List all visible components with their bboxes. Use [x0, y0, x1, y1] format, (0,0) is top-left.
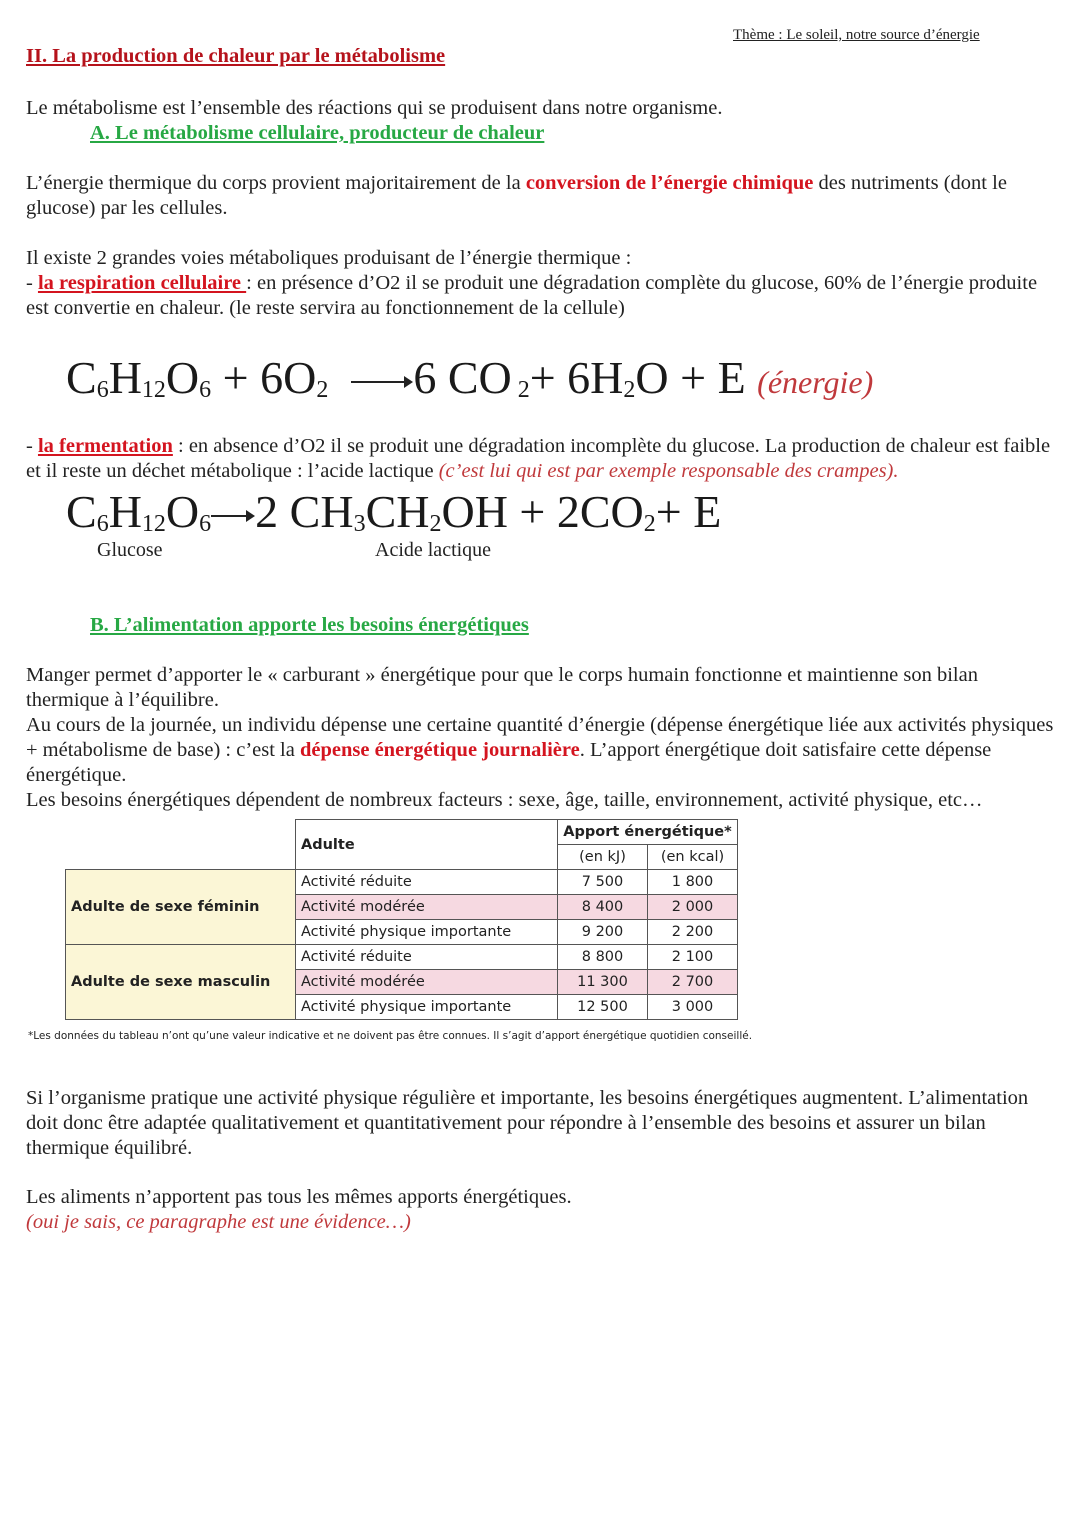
highlight-conversion: conversion de l’énergie chimique [525, 172, 814, 194]
column-header-kj: (en kJ) [558, 845, 648, 870]
daily-expenditure-paragraph: Au cours de la journée, un individu dépense une certaine quantité d’énergie (dépense énergétique liée aux activités physiques + métabolisme de base) : c’est la dépense énergétique journalière. L’apport énergétique doit satisfaire cette dépense énergétique. [26, 714, 1054, 786]
table-row: Activité physique importante 9 200 2 200 [66, 920, 738, 945]
respiration-term: la respiration cellulaire [37, 272, 247, 294]
activity-paragraph: Si l’organisme pratique une activité physique régulière et importante, les besoins énergétiques augmentent. L’alimentation doit donc être adaptée qualitativement et quantitativement pour répondre à l’ensemble des besoins et assurer un bilan thermique équilibré. [26, 1087, 1029, 1159]
foods-paragraph: Les aliments n’apportent pas tous les mêmes apports énergétiques. [26, 1186, 572, 1208]
subsection-b-title: B. L’alimentation apporte les besoins énergétiques [90, 614, 529, 636]
table-row: Activité physique importante 12 500 3 000 [66, 995, 738, 1020]
table-row: Activité modérée 11 300 2 700 [66, 970, 738, 995]
subsection-a-title: A. Le métabolisme cellulaire, producteur de chaleur [90, 122, 545, 144]
factors-paragraph: Les besoins énergétiques dépendent de nombreux facteurs : sexe, âge, taille, environnement, activité physique, etc… [26, 789, 983, 811]
group-male: Adulte de sexe masculin [66, 945, 296, 1020]
thermal-energy-paragraph: L’énergie thermique du corps provient majoritairement de la conversion de l’énergie chimique des nutriments (dont le glucose) par les cellules. [26, 172, 1007, 219]
respiration-paragraph: - la respiration cellulaire : en présence d’O2 il se produit une dégradation complète du glucose, 60% de l’énergie produite est convertie en chaleur. (le reste servira au fonctionnement de la cellule) [26, 272, 1038, 319]
energy-table [65, 819, 738, 1020]
highlight-daily-expenditure: dépense énergétique journalière [299, 739, 580, 761]
column-header-kcal: (en kcal) [648, 845, 738, 870]
table-footnote: *Les données du tableau n’ont qu’une valeur indicative et ne doivent pas être connues. Il s’agit d’apport énergétique quotidien conseillé. [28, 1030, 753, 1042]
reaction-arrow-icon [211, 506, 255, 526]
fermentation-equation: $C_6H_{12}O_6$ 2 $CH_3CH_2OH + 2CO_2+ E$ [66, 486, 722, 537]
theme-header: Thème : Le soleil, notre source d’énergie [733, 27, 980, 43]
column-header-adult: Adulte [296, 820, 558, 870]
intro-paragraph: Le métabolisme est l’ensemble des réactions qui se produisent dans notre organisme. [26, 97, 723, 119]
food-paragraph: Manger permet d’apporter le « carburant » énergétique pour que le corps humain fonctionne et maintienne son bilan thermique à l’équilibre. [26, 664, 978, 711]
fermentation-paragraph: - la fermentation : en absence d’O2 il se produit une dégradation incomplète du glucose. La production de chaleur est faible et il reste un déchet métabolique : l’acide lactique (c’est lui qui est par exemple responsable des crampes). [26, 435, 1051, 482]
group-female: Adulte de sexe féminin [66, 870, 296, 945]
glucose-label: Glucose [97, 539, 163, 561]
table-row: Activité modérée 8 400 2 000 [66, 895, 738, 920]
lactic-acid-label: Acide lactique [375, 539, 492, 561]
aside-note: (oui je sais, ce paragraphe est une évidence…) [26, 1211, 411, 1233]
pathways-intro: Il existe 2 grandes voies métaboliques produisant de l’énergie thermique : [26, 247, 632, 269]
respiration-equation: $C_6H_{12}O_6 + 6O_2$ 6 CO $_2+ 6H_2O + E$ (énergie) [66, 352, 874, 403]
table-row: Adulte de sexe féminin Activité réduite 7 500 1 800 [66, 870, 738, 895]
fermentation-term: la fermentation [37, 435, 173, 457]
reaction-arrow-icon [351, 372, 413, 392]
section-title: II. La production de chaleur par le métabolisme [26, 45, 446, 67]
energy-label: (énergie) [757, 364, 874, 400]
table-row: Adulte de sexe masculin Activité réduite 8 800 2 100 [66, 945, 738, 970]
fermentation-note: (c’est lui qui est par exemple responsable des crampes). [438, 460, 899, 482]
column-header-apport: Apport énergétique* [558, 820, 738, 845]
